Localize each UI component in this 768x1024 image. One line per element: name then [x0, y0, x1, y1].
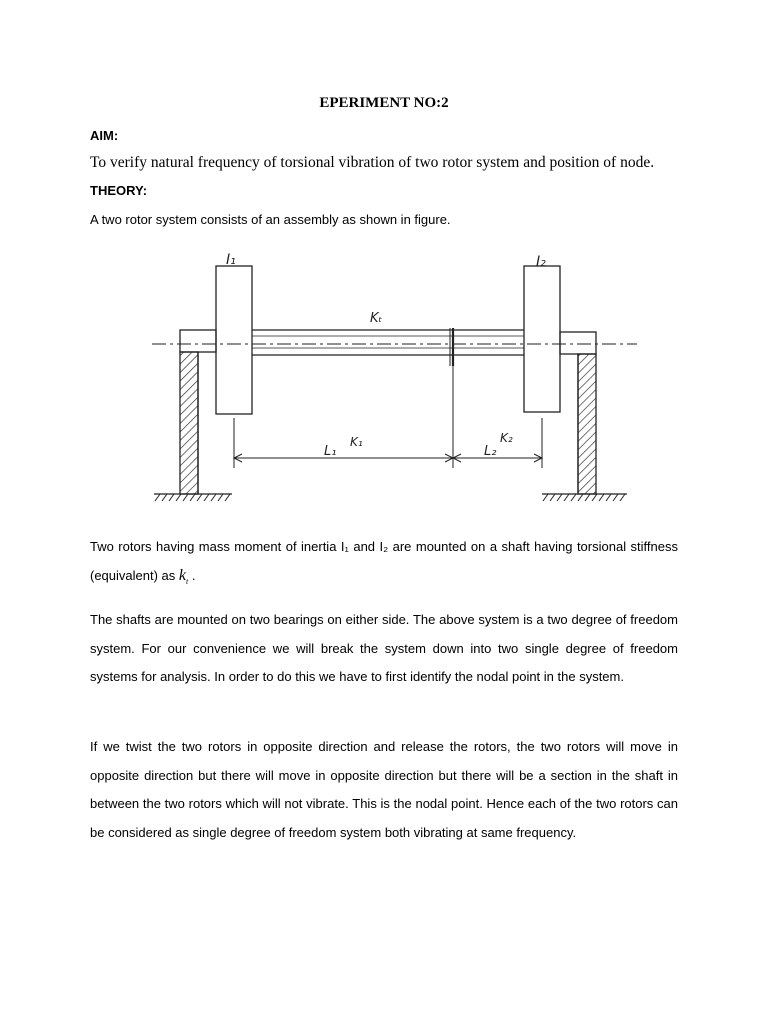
label-i2: I₂: [536, 254, 546, 270]
paragraph-bearings: The shafts are mounted on two bearings on either side. The above system is a two degree of freedom system. For our convenience we will break the system down into two single degree of freedom systems for analysis. In order to do this we have to first identify the nodal point in the system.: [90, 612, 678, 684]
label-l2: L₂: [484, 444, 497, 459]
experiment-title: EPERIMENT NO:2: [319, 95, 449, 111]
label-l1: L₁: [324, 444, 337, 459]
paragraph-inertia: Two rotors having mass moment of inertia I₁ and I₂ are mounted on a shaft having torsional stiffness (equivalent) as $k_t$ .: [90, 539, 678, 586]
paragraph-nodal-point: If we twist the two rotors in opposite direction and release the rotors, the two rotors will move in opposite direction but there will move in opposite direction but there will be a section in the shaft in between the two rotors which will not vibrate. This is the nodal point. Hence each of the two rotors can be considered as single degree of freedom system both vibrating at same frequency.: [90, 739, 678, 840]
two-rotor-diagram: [92, 248, 680, 516]
theory-heading: THEORY:: [90, 183, 148, 198]
aim-heading: AIM:: [90, 128, 119, 143]
aim-text: To verify natural frequency of torsional vibration of two rotor system and position of node.: [90, 154, 655, 171]
label-k1: K₁: [350, 435, 363, 449]
theory-intro: A two rotor system consists of an assembly as shown in figure.: [90, 212, 451, 227]
label-k2: K₂: [500, 431, 513, 445]
stiffness-symbol: $k_t$: [178, 566, 189, 586]
label-i1: I₁: [226, 252, 236, 268]
label-kt: Kₜ: [370, 311, 383, 326]
paragraph-inertia-text: Two rotors having mass moment of inertia I₁ and I₂ are mounted on a shaft having torsional stiffness (equivalent) as: [90, 539, 678, 583]
